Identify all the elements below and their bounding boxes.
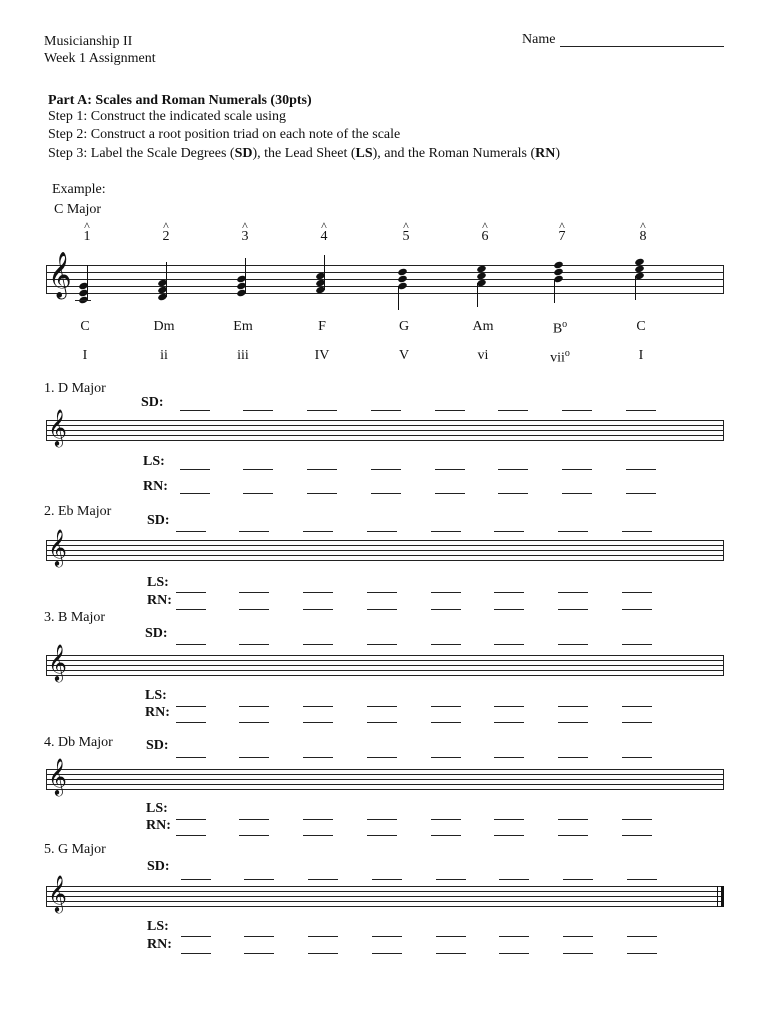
- staff-line: [46, 891, 724, 892]
- sd-answer-blank[interactable]: [239, 644, 269, 645]
- scale-degree-caret: ^: [242, 219, 248, 233]
- rn-answer-blank[interactable]: [558, 609, 588, 610]
- ls-answer-blank[interactable]: [239, 819, 269, 820]
- scale-degree-number: 8: [639, 229, 647, 244]
- sd-answer-blank[interactable]: [176, 644, 206, 645]
- rn-answer-blank[interactable]: [494, 722, 524, 723]
- ls-answer-blank[interactable]: [498, 469, 528, 470]
- rn-answer-blank[interactable]: [243, 493, 273, 494]
- rn-label: RN:: [143, 479, 168, 494]
- ls-answer-blank[interactable]: [303, 706, 333, 707]
- exercise-title: 2. Eb Major: [44, 504, 112, 519]
- final-barline: [721, 886, 724, 907]
- rn-answer-blank[interactable]: [622, 722, 652, 723]
- rn-answer-blank[interactable]: [431, 835, 461, 836]
- sd-answer-blank[interactable]: [431, 644, 461, 645]
- roman-numeral: I: [82, 348, 88, 363]
- sd-answer-blank[interactable]: [558, 644, 588, 645]
- scale-degree: [314, 219, 334, 244]
- staff-line: [46, 655, 724, 656]
- ls-answer-blank[interactable]: [431, 592, 461, 593]
- staff-barline: [723, 655, 724, 676]
- ls-answer-blank[interactable]: [558, 592, 588, 593]
- staff-line: [46, 550, 724, 551]
- sd-answer-blank[interactable]: [372, 879, 402, 880]
- ls-answer-blank[interactable]: [494, 592, 524, 593]
- step-1: Step 1: Construct the indicated scale using: [48, 109, 286, 124]
- rn-answer-blank[interactable]: [558, 835, 588, 836]
- rn-answer-blank[interactable]: [303, 722, 333, 723]
- rn-answer-blank[interactable]: [180, 493, 210, 494]
- roman-numeral: vi: [477, 348, 489, 363]
- ls-answer-blank[interactable]: [367, 592, 397, 593]
- treble-clef-icon: 𝄞: [48, 528, 67, 566]
- exercise-title: 4. Db Major: [44, 735, 113, 750]
- exercise-title: 5. G Major: [44, 842, 106, 857]
- staff-line: [46, 886, 724, 887]
- staff-line: [46, 435, 724, 436]
- staff-line: [46, 670, 724, 671]
- rn-label: RN:: [145, 705, 170, 720]
- sd-answer-blank[interactable]: [239, 757, 269, 758]
- rn-answer-blank[interactable]: [622, 835, 652, 836]
- rn-answer-blank[interactable]: [498, 493, 528, 494]
- ls-label: LS:: [143, 454, 165, 469]
- exercise-staff[interactable]: [46, 643, 724, 681]
- sd-label: SD:: [145, 626, 168, 641]
- step-3-text: Step 3: Label the Scale Degrees (: [48, 146, 235, 161]
- staff-line: [46, 440, 724, 441]
- ls-label: LS:: [147, 919, 169, 934]
- ls-answer-blank[interactable]: [244, 936, 274, 937]
- staff-barline: [46, 420, 47, 441]
- ls-answer-blank[interactable]: [181, 936, 211, 937]
- ls-answer-blank[interactable]: [622, 819, 652, 820]
- rn-answer-blank[interactable]: [371, 493, 401, 494]
- note-stem: [554, 279, 555, 303]
- staff-line: [46, 665, 724, 666]
- part-title: Part A: Scales and Roman Numerals (30pts): [48, 93, 312, 108]
- staff-barline: [723, 420, 724, 441]
- sd-answer-blank[interactable]: [499, 879, 529, 880]
- roman-numeral: vii$^o$: [550, 348, 570, 366]
- sd-answer-blank[interactable]: [562, 410, 592, 411]
- ls-answer-blank[interactable]: [558, 706, 588, 707]
- ls-answer-blank[interactable]: [431, 819, 461, 820]
- note-stem: [324, 255, 325, 290]
- example-label: Example:: [52, 182, 106, 197]
- rn-answer-blank[interactable]: [239, 722, 269, 723]
- sd-answer-blank[interactable]: [494, 644, 524, 645]
- sd-answer-blank[interactable]: [563, 879, 593, 880]
- exercise-staff[interactable]: [46, 408, 724, 446]
- final-barline-thin: [717, 886, 718, 907]
- sd-answer-blank[interactable]: [367, 531, 397, 532]
- rn-answer-blank[interactable]: [181, 953, 211, 954]
- rn-answer-blank[interactable]: [239, 609, 269, 610]
- sd-answer-blank[interactable]: [239, 531, 269, 532]
- rn-answer-blank[interactable]: [244, 953, 274, 954]
- ls-answer-blank[interactable]: [176, 819, 206, 820]
- note-stem: [635, 276, 636, 300]
- ls-answer-blank[interactable]: [622, 592, 652, 593]
- rn-answer-blank[interactable]: [436, 953, 466, 954]
- exercise-staff[interactable]: [46, 528, 724, 566]
- step-3-text: ): [555, 146, 561, 161]
- ls-answer-blank[interactable]: [622, 706, 652, 707]
- staff-line: [46, 425, 724, 426]
- sd-answer-blank[interactable]: [176, 757, 206, 758]
- exercise-title: 1. D Major: [44, 381, 106, 396]
- sd-answer-blank[interactable]: [436, 879, 466, 880]
- chord-name: $B^o$: [552, 319, 568, 337]
- step-3-sd: SD: [234, 146, 253, 161]
- ls-answer-blank[interactable]: [371, 469, 401, 470]
- ls-answer-blank[interactable]: [372, 936, 402, 937]
- ls-answer-blank[interactable]: [367, 706, 397, 707]
- rn-answer-blank[interactable]: [303, 609, 333, 610]
- sd-answer-blank[interactable]: [558, 757, 588, 758]
- staff-line: [46, 660, 724, 661]
- step-3-text: ), and the Roman Numerals (: [372, 146, 536, 161]
- sd-answer-blank[interactable]: [626, 410, 656, 411]
- staff-line: [46, 769, 724, 770]
- diminished-mark: o: [562, 319, 568, 330]
- rn-answer-blank[interactable]: [626, 493, 656, 494]
- scale-degree: [396, 219, 416, 244]
- step-3-ls: LS: [355, 146, 373, 161]
- sd-answer-blank[interactable]: [243, 410, 273, 411]
- rn-answer-blank[interactable]: [307, 493, 337, 494]
- staff-barline: [46, 540, 47, 561]
- ls-answer-blank[interactable]: [494, 706, 524, 707]
- sd-label: SD:: [146, 738, 169, 753]
- course-title: Musicianship II: [44, 34, 133, 49]
- staff-line: [46, 789, 724, 790]
- chord-name: G: [398, 319, 410, 334]
- roman-numeral: V: [398, 348, 410, 363]
- rn-answer-blank[interactable]: [622, 609, 652, 610]
- rn-answer-blank[interactable]: [176, 835, 206, 836]
- staff-barline: [723, 540, 724, 561]
- sd-answer-blank[interactable]: [435, 410, 465, 411]
- rn-answer-blank[interactable]: [435, 493, 465, 494]
- staff-line: [46, 906, 724, 907]
- sd-answer-blank[interactable]: [431, 531, 461, 532]
- treble-clef-icon: 𝄞: [48, 643, 67, 681]
- staff-line: [46, 779, 724, 780]
- step-3: [48, 146, 560, 162]
- scale-degree-caret: ^: [403, 219, 409, 233]
- staff-line: [46, 545, 724, 546]
- ls-answer-blank[interactable]: [431, 706, 461, 707]
- staff-line: [46, 774, 724, 775]
- treble-clef-icon: 𝄞: [48, 874, 67, 912]
- rn-answer-blank[interactable]: [563, 953, 593, 954]
- ls-answer-blank[interactable]: [436, 936, 466, 937]
- ls-answer-blank[interactable]: [558, 819, 588, 820]
- chord-name: F: [318, 319, 326, 334]
- sd-answer-blank[interactable]: [180, 410, 210, 411]
- ls-answer-blank[interactable]: [367, 819, 397, 820]
- rn-answer-blank[interactable]: [367, 609, 397, 610]
- scale-degree: [77, 219, 97, 244]
- rn-answer-blank[interactable]: [303, 835, 333, 836]
- exercise-staff[interactable]: [46, 757, 724, 795]
- scale-degree-caret: ^: [163, 219, 169, 233]
- ls-answer-blank[interactable]: [435, 469, 465, 470]
- sd-answer-blank[interactable]: [627, 879, 657, 880]
- staff-line: [46, 560, 724, 561]
- ls-answer-blank[interactable]: [562, 469, 592, 470]
- exercise-staff[interactable]: [46, 874, 724, 912]
- rn-answer-blank[interactable]: [431, 609, 461, 610]
- treble-clef-icon: 𝄞: [48, 408, 67, 446]
- chord-name: Dm: [153, 319, 175, 334]
- staff-barline: [46, 886, 47, 907]
- staff-line: [46, 896, 724, 897]
- staff-line: [46, 430, 724, 431]
- sd-answer-blank[interactable]: [494, 757, 524, 758]
- assignment-title: Week 1 Assignment: [44, 51, 156, 66]
- rn-answer-blank[interactable]: [176, 609, 206, 610]
- roman-numeral: IV: [314, 348, 330, 363]
- ls-answer-blank[interactable]: [243, 469, 273, 470]
- scale-degree-number: 1: [83, 229, 91, 244]
- treble-clef-icon: 𝄞: [48, 252, 72, 298]
- ls-label: LS:: [145, 688, 167, 703]
- note-stem: [87, 265, 88, 300]
- roman-numeral: iii: [237, 348, 249, 363]
- sd-answer-blank[interactable]: [622, 644, 652, 645]
- scale-degree: [552, 219, 572, 244]
- staff-barline: [46, 769, 47, 790]
- ls-answer-blank[interactable]: [563, 936, 593, 937]
- step-3-rn: RN: [535, 146, 556, 161]
- rn-answer-blank[interactable]: [627, 953, 657, 954]
- step-2: Step 2: Construct a root position triad on each note of the scale: [48, 127, 401, 142]
- scale-degree: [475, 219, 495, 244]
- sd-answer-blank[interactable]: [308, 879, 338, 880]
- sd-answer-blank[interactable]: [303, 757, 333, 758]
- sd-answer-blank[interactable]: [303, 644, 333, 645]
- staff-barline: [46, 655, 47, 676]
- ls-answer-blank[interactable]: [626, 469, 656, 470]
- ls-answer-blank[interactable]: [303, 592, 333, 593]
- sd-answer-blank[interactable]: [371, 410, 401, 411]
- ls-label: LS:: [146, 801, 168, 816]
- staff-line: [46, 540, 724, 541]
- sd-answer-blank[interactable]: [307, 410, 337, 411]
- sd-answer-blank[interactable]: [498, 410, 528, 411]
- rn-answer-blank[interactable]: [494, 835, 524, 836]
- rn-answer-blank[interactable]: [372, 953, 402, 954]
- ls-answer-blank[interactable]: [180, 469, 210, 470]
- rn-answer-blank[interactable]: [562, 493, 592, 494]
- note-stem: [166, 262, 167, 297]
- scale-degree-caret: ^: [559, 219, 565, 233]
- step-3-text: ), the Lead Sheet (: [252, 146, 356, 161]
- rn-answer-blank[interactable]: [494, 609, 524, 610]
- diminished-mark: o: [564, 348, 570, 359]
- scale-degree-number: 2: [162, 229, 170, 244]
- sd-answer-blank[interactable]: [622, 757, 652, 758]
- treble-clef-icon: 𝄞: [48, 757, 67, 795]
- ls-answer-blank[interactable]: [176, 592, 206, 593]
- staff-line: [46, 675, 724, 676]
- rn-label: RN:: [146, 818, 171, 833]
- scale-degree-number: 7: [558, 229, 566, 244]
- sd-answer-blank[interactable]: [244, 879, 274, 880]
- ls-label: LS:: [147, 575, 169, 590]
- rn-answer-blank[interactable]: [431, 722, 461, 723]
- exercise-title: 3. B Major: [44, 610, 106, 625]
- chord-name: Em: [233, 319, 253, 334]
- scale-degree-caret: ^: [84, 219, 90, 233]
- ls-answer-blank[interactable]: [303, 819, 333, 820]
- ls-answer-blank[interactable]: [239, 592, 269, 593]
- rn-label: RN:: [147, 937, 172, 952]
- example-key: C Major: [54, 202, 102, 217]
- sd-label: SD:: [147, 513, 170, 528]
- staff-line: [46, 901, 724, 902]
- scale-degree-caret: ^: [321, 219, 327, 233]
- roman-numeral: ii: [160, 348, 168, 363]
- sd-answer-blank[interactable]: [494, 531, 524, 532]
- note-stem: [245, 258, 246, 293]
- sd-answer-blank[interactable]: [303, 531, 333, 532]
- scale-degree-number: 5: [402, 229, 410, 244]
- sd-answer-blank[interactable]: [558, 531, 588, 532]
- scale-degree-caret: ^: [482, 219, 488, 233]
- roman-numeral: I: [638, 348, 644, 363]
- ls-answer-blank[interactable]: [176, 706, 206, 707]
- scale-degree-number: 6: [481, 229, 489, 244]
- chord-name: C: [80, 319, 90, 334]
- staff-barline: [723, 769, 724, 790]
- rn-answer-blank[interactable]: [176, 722, 206, 723]
- sd-answer-blank[interactable]: [181, 879, 211, 880]
- rn-answer-blank[interactable]: [239, 835, 269, 836]
- sd-answer-blank[interactable]: [367, 757, 397, 758]
- name-label: Name: [522, 32, 556, 47]
- rn-answer-blank[interactable]: [367, 722, 397, 723]
- note-stem: [398, 286, 399, 310]
- scale-degree: [235, 219, 255, 244]
- staff-line: [46, 420, 724, 421]
- rn-answer-blank[interactable]: [558, 722, 588, 723]
- ls-answer-blank[interactable]: [307, 469, 337, 470]
- ledger-line: [75, 300, 91, 301]
- name-field[interactable]: [560, 46, 724, 47]
- scale-degree-number: 3: [241, 229, 249, 244]
- chord-name: Am: [472, 319, 494, 334]
- sd-label: SD:: [147, 859, 170, 874]
- scale-degree-number: 4: [320, 229, 328, 244]
- rn-answer-blank[interactable]: [499, 953, 529, 954]
- scale-degree: [633, 219, 653, 244]
- staff-line: [46, 555, 724, 556]
- chord-name: C: [636, 319, 646, 334]
- ls-answer-blank[interactable]: [239, 706, 269, 707]
- scale-degree: [156, 219, 176, 244]
- sd-answer-blank[interactable]: [622, 531, 652, 532]
- sd-answer-blank[interactable]: [176, 531, 206, 532]
- rn-answer-blank[interactable]: [367, 835, 397, 836]
- scale-degree-caret: ^: [640, 219, 646, 233]
- rn-label: RN:: [147, 593, 172, 608]
- sd-answer-blank[interactable]: [431, 757, 461, 758]
- note-stem: [477, 283, 478, 307]
- ls-answer-blank[interactable]: [308, 936, 338, 937]
- rn-answer-blank[interactable]: [308, 953, 338, 954]
- sd-answer-blank[interactable]: [367, 644, 397, 645]
- ls-answer-blank[interactable]: [627, 936, 657, 937]
- ls-answer-blank[interactable]: [499, 936, 529, 937]
- ls-answer-blank[interactable]: [494, 819, 524, 820]
- staff-line: [46, 784, 724, 785]
- example-staff: [46, 252, 724, 298]
- sd-label: SD:: [141, 395, 164, 410]
